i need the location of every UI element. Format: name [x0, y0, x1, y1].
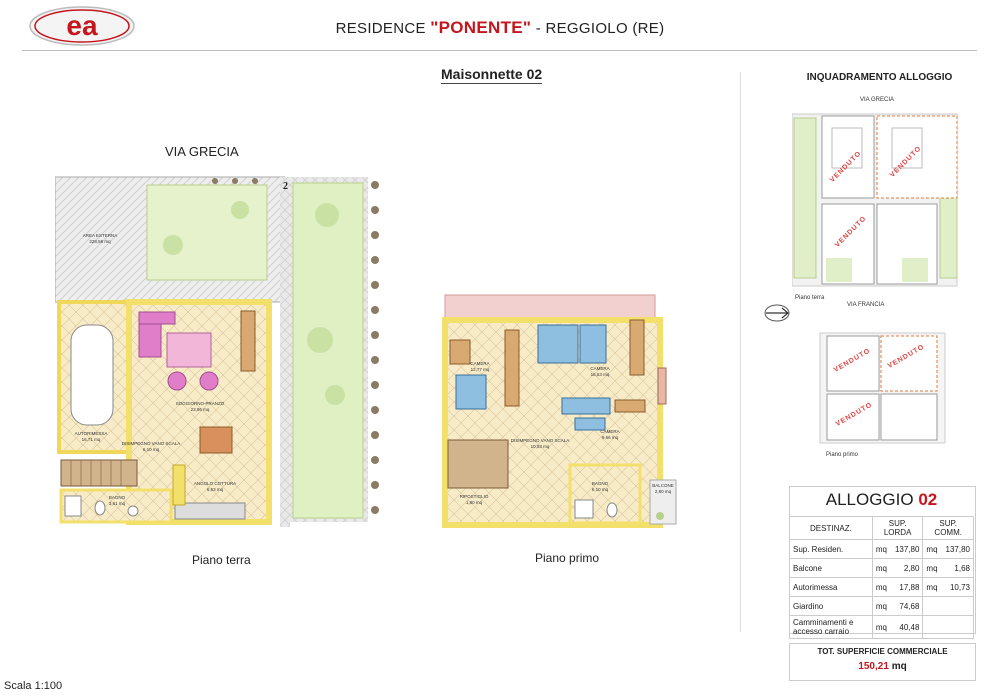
sold-label-6: VENDUTO: [834, 401, 874, 429]
sold-label-3: VENDUTO: [833, 214, 868, 249]
row-lorda-unit: mq: [872, 559, 890, 578]
row-dest: Balcone: [790, 559, 873, 578]
table-row: [790, 616, 974, 639]
table-header-row: [790, 517, 974, 540]
room-soggiorno-size: 23,86 mq: [190, 407, 210, 412]
room-bagno-size: 3,61 mq: [108, 501, 126, 506]
row-lorda: 40,48: [891, 616, 923, 639]
room-camera-2: CAMERA: [590, 366, 610, 371]
total-label: TOT. SUPERFICIE COMMERCIALE: [817, 647, 948, 656]
row-dest: Sup. Residen.: [790, 540, 873, 559]
room-bagno-first: BAGNO: [591, 481, 609, 486]
site-plan-first: [815, 328, 950, 448]
scale-label: Scala 1:100: [4, 680, 63, 692]
row-lorda-unit: mq: [872, 540, 890, 559]
total-value-line: [790, 661, 975, 672]
room-ripostiglio-size: 1,80 mq: [465, 500, 483, 505]
room-soggiorno: SOGGIORNO-PRANZO: [175, 401, 225, 406]
alloggio-label: ALLOGGIO: [825, 490, 914, 509]
row-lorda: 137,80: [891, 540, 923, 559]
room-angolo: ANGOLO COTTURA: [193, 481, 237, 486]
page-title: [0, 18, 1000, 38]
title-suffix: - REGGIOLO (RE): [531, 20, 665, 37]
room-bagno: BAGNO: [108, 495, 126, 500]
row-comm: [941, 616, 973, 639]
room-disimpegno: DISIMPEGNO VANO SCALA: [121, 441, 181, 446]
row-lorda-unit: mq: [872, 578, 890, 597]
first-floor-plan: [440, 290, 680, 530]
room-camera-3-size: 9,66 mq: [601, 435, 619, 440]
mini-street-top: VIA GRECIA: [860, 97, 895, 103]
street-label: VIA GRECIA: [165, 144, 239, 159]
row-dest: Autorimessa: [790, 578, 873, 597]
room-area-esterna-size: 228,58 mq: [89, 239, 111, 244]
room-camera-1-size: 12,77 mq: [470, 367, 490, 372]
room-camera-1: CAMERA: [470, 361, 490, 366]
surface-table: [789, 516, 974, 639]
row-dest: Camminamenti e accesso carraio: [790, 616, 873, 639]
table-row: [790, 540, 974, 559]
title-name: "PONENTE": [430, 18, 532, 37]
row-comm-unit: mq: [923, 578, 941, 597]
site-plan-ground: [792, 108, 962, 288]
row-comm-unit: mq: [923, 540, 941, 559]
sold-label-1: VENDUTO: [828, 149, 863, 184]
table-row: [790, 559, 974, 578]
total-unit: mq: [891, 661, 907, 672]
row-dest: Giardino: [790, 597, 873, 616]
ground-floor-plan: [55, 165, 390, 530]
header-divider: [22, 50, 977, 51]
room-camera-2-size: 16,53 mq: [590, 372, 610, 377]
table-header-dest: DESTINAZ.: [790, 517, 873, 540]
first-floor-label: Piano primo: [535, 551, 600, 565]
row-lorda: 74,68: [891, 597, 923, 616]
ground-floor-label: Piano terra: [192, 553, 251, 567]
room-autorimessa-size: 16,71 mq: [81, 437, 101, 442]
room-disimpegno-first-size: 10,93 mq: [530, 444, 550, 449]
row-comm-unit: [923, 616, 941, 639]
logo-text: ea: [66, 10, 98, 41]
room-bagno-first-size: 6,10 mq: [591, 487, 609, 492]
sold-label-5: VENDUTO: [886, 343, 926, 371]
mini-first-label: Piano primo: [826, 452, 859, 458]
mini-street-bottom: VIA FRANCIA: [847, 302, 885, 308]
building-marker: 2: [283, 181, 288, 192]
north-arrow-icon: [762, 302, 792, 324]
room-camera-3: CAMERA: [600, 429, 620, 434]
right-panel-divider: [740, 72, 741, 632]
plan-title: Maisonnette 02: [441, 66, 543, 82]
total-box: [789, 643, 976, 681]
row-lorda: 2,80: [891, 559, 923, 578]
row-comm: 10,73: [941, 578, 973, 597]
row-lorda-unit: mq: [872, 597, 890, 616]
room-angolo-size: 6,53 mq: [206, 487, 224, 492]
row-comm: 1,68: [941, 559, 973, 578]
alloggio-heading: [789, 490, 974, 510]
row-comm-unit: [923, 597, 941, 616]
sold-label-2: VENDUTO: [888, 144, 923, 179]
room-autorimessa: AUTORIMESSA: [74, 431, 108, 436]
room-ripostiglio: RIPOSTIGLIO: [459, 494, 489, 499]
row-lorda: 17,88: [891, 578, 923, 597]
row-comm-unit: mq: [923, 559, 941, 578]
mini-ground-label: Piano terra: [795, 295, 825, 301]
alloggio-number: 02: [918, 490, 938, 509]
room-balcone-size: 2,80 mq: [654, 489, 672, 494]
title-prefix: RESIDENCE: [335, 20, 431, 37]
row-lorda-unit: mq: [872, 616, 890, 639]
table-row: [790, 597, 974, 616]
room-disimpegno-first: DISIMPEGNO VANO SCALA: [510, 438, 570, 443]
table-row: [790, 578, 974, 597]
row-comm: 137,80: [941, 540, 973, 559]
table-header-lorda: SUP. LORDA: [872, 517, 923, 540]
table-header-comm: SUP. COMM.: [923, 517, 974, 540]
room-area-esterna: AREA ESTERNA: [82, 233, 118, 238]
row-comm: [941, 597, 973, 616]
room-disimpegno-size: 6,10 mq: [142, 447, 160, 452]
sold-label-4: VENDUTO: [832, 347, 872, 375]
total-value: 150,21: [858, 661, 889, 672]
room-balcone: BALCONE: [652, 483, 674, 488]
inquadramento-title: INQUADRAMENTO ALLOGGIO: [806, 72, 953, 83]
